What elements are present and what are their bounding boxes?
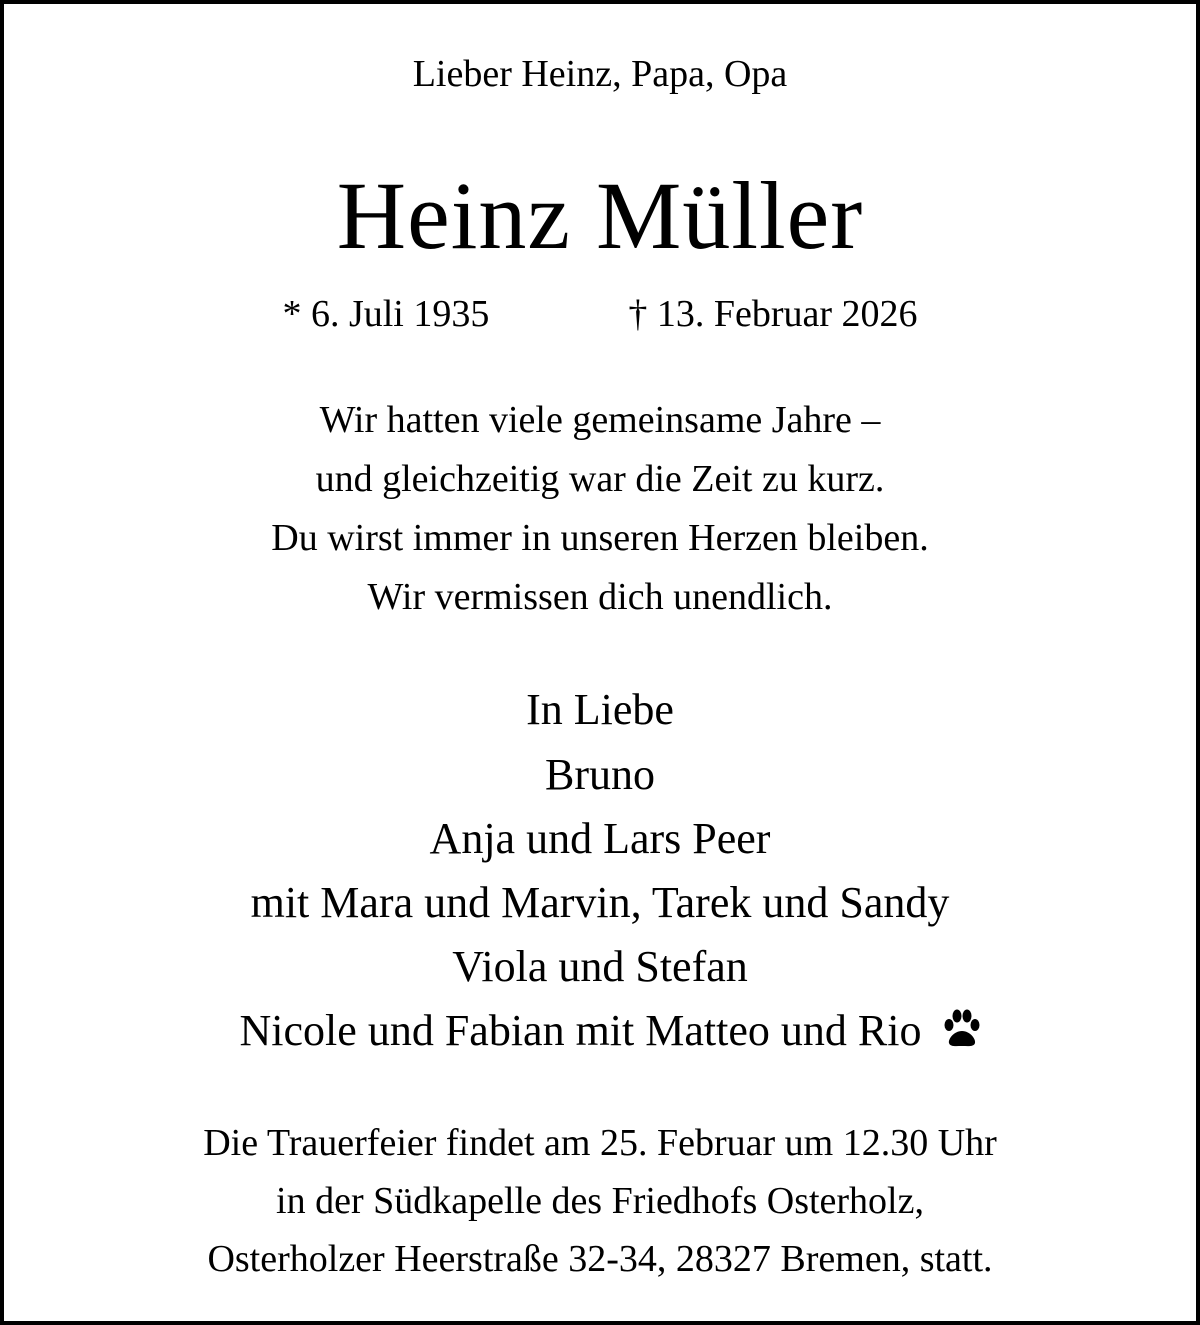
family-line: Bruno <box>545 750 655 799</box>
deceased-name: Heinz Müller <box>336 162 864 269</box>
family-line: mit Mara und Marvin, Tarek und Sandy <box>250 878 950 927</box>
family-line: Viola und Stefan <box>452 942 748 991</box>
info-line: Osterholzer Heerstraße 32-34, 28327 Bremen, statt. <box>207 1238 993 1280</box>
info-line: Die Trauerfeier findet am 25. Februar um 12.30 Uhr <box>203 1122 997 1164</box>
family-line-last <box>0 1005 1200 1056</box>
info-line: in der Südkapelle des Friedhofs Osterholz, <box>276 1180 924 1222</box>
verse-line: und gleichzeitig war die Zeit zu kurz. <box>315 458 885 500</box>
family-line: Anja und Lars Peer <box>429 814 771 863</box>
family-line: In Liebe <box>526 685 674 734</box>
verse-line: Wir vermissen dich unendlich. <box>367 576 833 618</box>
family-line: Nicole und Fabian mit Matteo und Rio <box>239 1006 922 1055</box>
birth-date: * 6. Juli 1935 <box>282 293 490 335</box>
paw-print-icon <box>940 1005 984 1049</box>
death-date: † 13. Februar 2026 <box>628 293 918 335</box>
intro-line: Lieber Heinz, Papa, Opa <box>412 53 788 95</box>
verse-line: Wir hatten viele gemeinsame Jahre – <box>319 399 881 441</box>
life-dates <box>0 292 1200 336</box>
verse-line: Du wirst immer in unseren Herzen bleiben. <box>271 517 929 559</box>
